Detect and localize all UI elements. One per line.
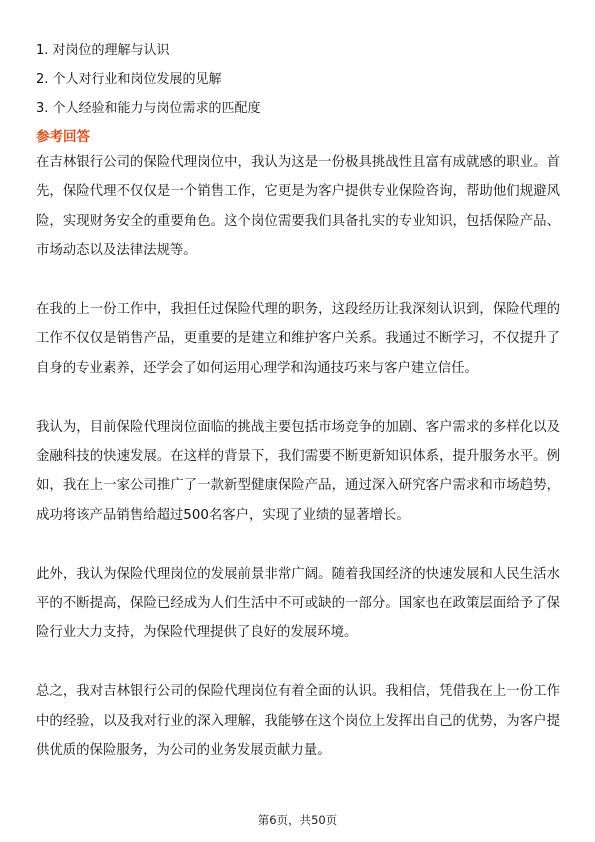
answer-paragraph-4: 此外，我认为保险代理岗位的发展前景非常广阔。随着我国经济的快速发展和人民生活水平的不断提高，保险已经成为人们生活中不可或缺的一部分。国家也在政策层面给予了保险行业大力支持，为保险代理提供了良好的发展环境。 xyxy=(36,566,560,641)
page-number: 第6页，共50页 xyxy=(257,813,338,827)
answer-paragraph-2: 在我的上一份工作中，我担任过保险代理的职务，这段经历让我深刻认识到，保险代理的工作不仅仅是销售产品，更重要的是建立和维护客户关系。我通过不断学习，不仅提升了自身的专业素养，还学会了如何运用心理学和沟通技巧来与客户建立信任。 xyxy=(36,302,560,376)
question-outline xyxy=(36,36,556,123)
answer-body xyxy=(36,148,560,795)
outline-item-1: 1. 对岗位的理解与认识 xyxy=(36,43,170,58)
outline-item-2: 2. 个人对行业和岗位发展的见解 xyxy=(36,72,222,87)
answer-paragraph-5: 总之，我对吉林银行公司的保险代理岗位有着全面的认识。我相信，凭借我在上一份工作中的经验，以及我对行业的深入理解，我能够在这个岗位上发挥出自己的优势，为客户提供优质的保险服务，为公司的业务发展贡献力量。 xyxy=(36,684,560,759)
answer-heading: 参考回答 xyxy=(36,129,90,145)
answer-paragraph-1: 在吉林银行公司的保险代理岗位中，我认为这是一份极具挑战性且富有成就感的职业。首先，保险代理不仅仅是一个销售工作，它更是为客户提供专业保险咨询，帮助他们规避风险，实现财务安全的重要角色。这个岗位需要我们具备扎实的专业知识，包括保险产品、市场动态以及法律法规等。 xyxy=(36,155,560,259)
outline-item-3: 3. 个人经验和能力与岗位需求的匹配度 xyxy=(36,101,261,116)
answer-paragraph-3: 我认为，目前保险代理岗位面临的挑战主要包括市场竞争的加剧、客户需求的多样化以及金融科技的快速发展。在这样的背景下，我们需要不断更新知识体系，提升服务水平。例如，我在上一家公司推广了一款新型健康保险产品，通过深入研究客户需求和市场趋势，成功将该产品销售给超过500名客户，实现了业绩的显著增长。 xyxy=(36,419,560,523)
